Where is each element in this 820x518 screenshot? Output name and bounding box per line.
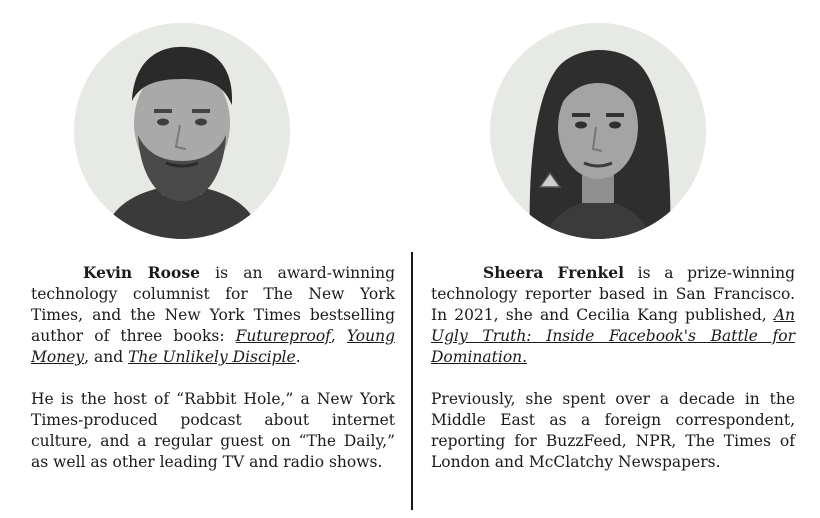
bio-paragraph-1: [431, 262, 795, 368]
book-link-futureproof[interactable]: Futureproof: [235, 327, 331, 345]
author-photo-kevin-roose: [74, 23, 290, 239]
bio-paragraph-2: Previously, she spent over a decade in the Middle East as a foreign correspondent, reporting for BuzzFeed, NPR, The Times of London and McClatchy Newspapers.: [431, 390, 795, 471]
column-divider: [411, 252, 413, 510]
author-name: Sheera Frenkel: [483, 263, 625, 282]
book-link-an-ugly-truth[interactable]: An Ugly Truth: Inside Facebook's Battle for Domination.: [431, 306, 795, 366]
bio-text: is a prize-winning technology reporter based in San Francisco. In 2021, she and Cecilia Kang published,: [431, 264, 796, 324]
bio-text: is an award-winning technology columnist for The New York Times, and the New York Times bestselling author of three books:: [31, 264, 395, 345]
bio-kevin-roose: [31, 262, 395, 473]
author-name: Kevin Roose: [83, 263, 200, 282]
author-photo-sheera-frenkel: [490, 23, 706, 239]
end-punctuation: .: [295, 348, 301, 366]
book-link-unlikely-disciple[interactable]: The Unlikely Disciple: [128, 348, 296, 366]
book-link-young-money[interactable]: Young Money: [31, 327, 395, 366]
bio-sheera-frenkel: [431, 262, 795, 473]
separator-text: , and: [84, 348, 129, 366]
bio-paragraph-2: He is the host of “Rabbit Hole,” a New York Times-produced podcast about internet culture, and a regular guest on “The Daily,” as well as other leading TV and radio shows.: [31, 390, 395, 471]
bio-paragraph-1: [31, 262, 395, 368]
separator-text: ,: [330, 327, 347, 345]
